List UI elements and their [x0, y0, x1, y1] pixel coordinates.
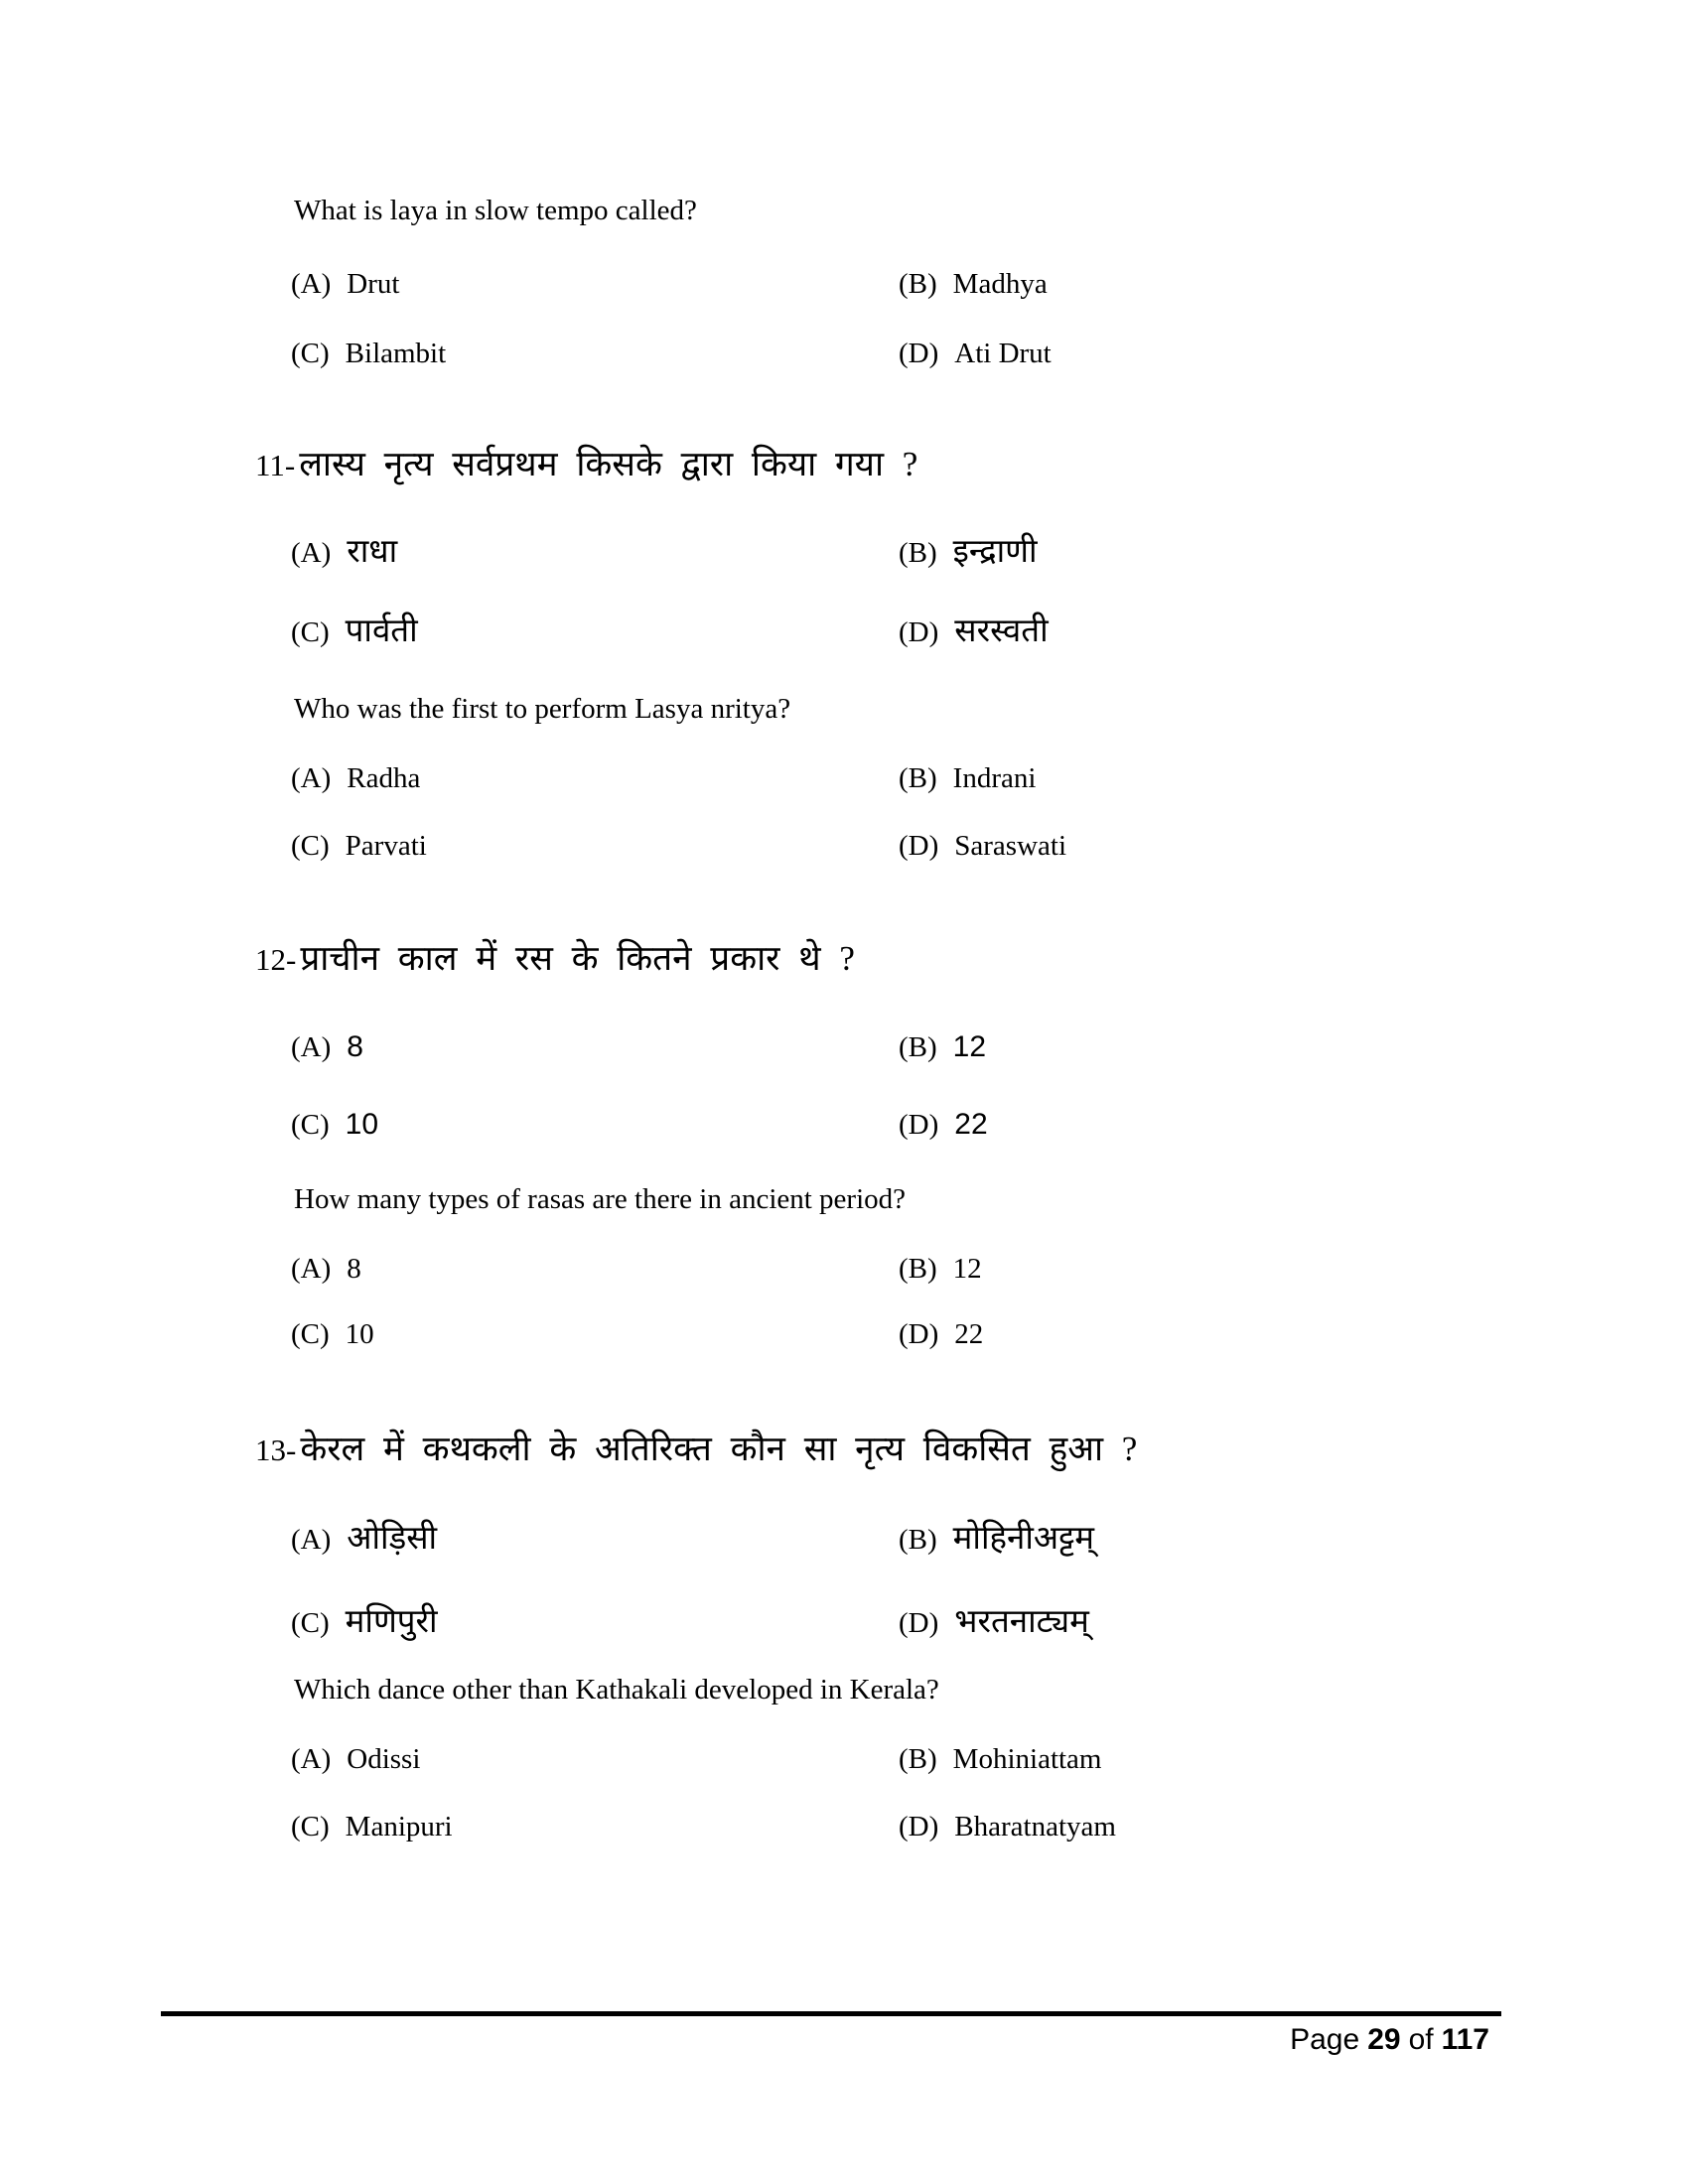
option-label: (A) — [291, 1743, 332, 1775]
question-13-hindi-heading — [255, 1430, 1137, 1469]
question-11-hindi-heading — [255, 445, 917, 484]
option-value: राधा — [347, 534, 398, 570]
option-value: 22 — [954, 1108, 988, 1141]
question-12-english-option-a — [291, 1253, 361, 1286]
option-label: (A) — [291, 268, 332, 300]
question-number: 12- — [255, 942, 297, 977]
footer-total-pages: 117 — [1441, 2023, 1489, 2056]
question-10-english-text: What is laya in slow tempo called? — [294, 195, 697, 226]
option-label: (C) — [291, 1607, 330, 1639]
option-label: (D) — [899, 616, 939, 648]
question-12-hindi-text: प्राचीन काल में रस के कितने प्रकार थे ? — [300, 939, 855, 978]
option-value: मणिपुरी — [345, 1604, 438, 1640]
footer-page-number: 29 — [1367, 2023, 1401, 2056]
question-13-hindi-option-b — [899, 1521, 1094, 1559]
question-10-option-c — [291, 338, 446, 370]
question-13-english-option-b — [899, 1743, 1102, 1776]
question-11-hindi-option-c — [291, 614, 418, 651]
option-label: (D) — [899, 338, 939, 369]
page-footer-text — [1290, 2023, 1489, 2056]
option-value: Ati Drut — [954, 338, 1052, 369]
option-label: (C) — [291, 616, 330, 648]
option-value: सरस्वती — [954, 614, 1049, 649]
option-value: Manipuri — [345, 1811, 453, 1843]
option-label: (C) — [291, 1811, 330, 1843]
question-11-english-option-c — [291, 830, 427, 863]
question-11-hindi-option-b — [899, 534, 1038, 572]
option-value: Bharatnatyam — [954, 1811, 1116, 1843]
question-12-english-text: How many types of rasas are there in ancient period? — [294, 1183, 907, 1215]
option-label: (B) — [899, 268, 937, 300]
question-13-hindi-text: केरल में कथकली के अतिरिक्त कौन सा नृत्य विकसित हुआ ? — [300, 1430, 1138, 1468]
footer-of-label: of — [1408, 2023, 1434, 2056]
option-value: 22 — [954, 1318, 984, 1350]
option-label: (B) — [899, 762, 937, 794]
question-11-english-text: Who was the first to perform Lasya nritya? — [294, 693, 791, 725]
option-value: भरतनाट्यम् — [954, 1604, 1089, 1640]
option-label: (A) — [291, 1253, 332, 1285]
option-value: पार्वती — [345, 614, 418, 649]
question-12-hindi-option-a — [291, 1030, 363, 1065]
question-11-hindi-option-d — [899, 614, 1049, 651]
question-13-english-option-d — [899, 1811, 1116, 1843]
option-value: 10 — [345, 1108, 379, 1141]
option-label: (B) — [899, 1524, 937, 1556]
option-value: 12 — [952, 1030, 987, 1063]
option-label: (A) — [291, 1031, 332, 1063]
option-label: (B) — [899, 1031, 937, 1063]
question-12-english-option-b — [899, 1253, 982, 1286]
option-label: (D) — [899, 1318, 939, 1350]
question-number: 13- — [255, 1433, 297, 1467]
option-value: इन्द्राणी — [952, 534, 1038, 570]
option-label: (C) — [291, 1318, 330, 1350]
question-11-hindi-text: लास्य नृत्य सर्वप्रथम किसके द्वारा किया गया ? — [299, 445, 918, 483]
option-value: 12 — [952, 1253, 982, 1285]
question-11-hindi-option-a — [291, 534, 397, 572]
question-10-option-a — [291, 268, 399, 301]
option-value: 8 — [347, 1030, 363, 1063]
option-label: (D) — [899, 1607, 939, 1639]
option-value: ओड़िसी — [347, 1521, 438, 1557]
option-value: Radha — [347, 762, 421, 794]
option-label: (C) — [291, 830, 330, 862]
option-value: Saraswati — [954, 830, 1067, 862]
option-value: Bilambit — [345, 338, 447, 369]
option-label: (B) — [899, 537, 937, 569]
option-label: (D) — [899, 1811, 939, 1843]
question-11-english-option-b — [899, 762, 1036, 795]
footer-divider — [161, 2011, 1501, 2016]
question-12-english-option-d — [899, 1318, 983, 1351]
option-label: (D) — [899, 830, 939, 862]
option-value: 10 — [345, 1318, 374, 1350]
question-10-option-d — [899, 338, 1052, 370]
question-number: 11- — [255, 448, 296, 482]
question-12-hindi-option-b — [899, 1030, 986, 1065]
question-13-english-option-c — [291, 1811, 453, 1843]
question-12-hindi-option-d — [899, 1108, 988, 1143]
option-value: Drut — [347, 268, 400, 300]
option-label: (B) — [899, 1743, 937, 1775]
question-12-hindi-option-c — [291, 1108, 378, 1143]
footer-page-label: Page — [1290, 2023, 1360, 2056]
question-13-hindi-option-c — [291, 1604, 438, 1642]
question-12-hindi-heading — [255, 939, 855, 979]
option-label: (C) — [291, 1109, 330, 1141]
question-13-hindi-option-d — [899, 1604, 1089, 1642]
option-value: Madhya — [952, 268, 1048, 300]
question-12-english-option-c — [291, 1318, 374, 1351]
option-value: मोहिनीअट्टम् — [952, 1521, 1094, 1557]
option-label: (A) — [291, 537, 332, 569]
question-11-english-option-d — [899, 830, 1066, 863]
option-value: Parvati — [345, 830, 427, 862]
question-10-option-b — [899, 268, 1048, 301]
option-value: Odissi — [347, 1743, 421, 1775]
option-label: (D) — [899, 1109, 939, 1141]
question-11-english-option-a — [291, 762, 420, 795]
option-label: (A) — [291, 762, 332, 794]
option-value: Indrani — [952, 762, 1037, 794]
option-label: (C) — [291, 338, 330, 369]
option-label: (B) — [899, 1253, 937, 1285]
question-13-english-text: Which dance other than Kathakali developed in Kerala? — [294, 1674, 939, 1706]
question-13-english-option-a — [291, 1743, 420, 1776]
option-label: (A) — [291, 1524, 332, 1556]
question-13-hindi-option-a — [291, 1521, 437, 1559]
option-value: Mohiniattam — [952, 1743, 1102, 1775]
option-value: 8 — [347, 1253, 361, 1285]
